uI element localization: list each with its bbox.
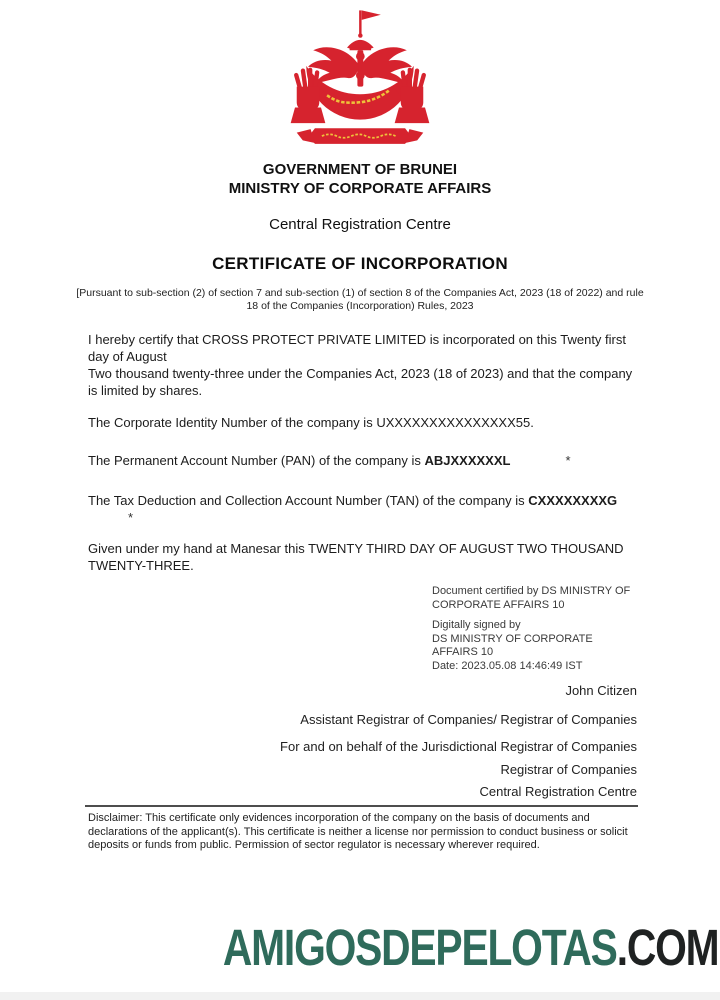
- certified-by-line-2: CORPORATE AFFAIRS 10: [432, 598, 565, 611]
- ministry-line: MINISTRY OF CORPORATE AFFAIRS: [228, 180, 492, 197]
- registrar-block: [157, 683, 637, 799]
- certify-paragraph: [88, 331, 640, 399]
- cin-label: The Corporate Identity Number of the company is: [88, 415, 377, 430]
- brunei-crest-icon: [282, 8, 438, 148]
- pan-value: ABJXXXXXXL: [424, 453, 511, 468]
- digitally-signed-line-3: AFFAIRS 10: [432, 646, 494, 658]
- given-under-line: Given under my hand at Manesar this TWENTY THIRD DAY OF AUGUST TWO THOUSAND TWENTY-THREE.: [88, 541, 624, 573]
- watermark-tld: .COM: [616, 919, 718, 976]
- certificate-title: CERTIFICATE OF INCORPORATION: [212, 254, 508, 273]
- registrar-title-2: For and on behalf of the Jurisdictional Registrar of Companies: [280, 739, 637, 754]
- tan-asterisk: *: [128, 510, 134, 525]
- registrar-title-3: Registrar of Companies: [500, 762, 637, 777]
- pan-line: [88, 452, 640, 469]
- pan-asterisk: *: [565, 453, 571, 468]
- registrar-name: John Citizen: [565, 683, 637, 698]
- certify-line-1: I hereby certify that CROSS PROTECT PRIVATE LIMITED is incorporated on this Twenty first day of August: [88, 332, 626, 364]
- government-line: GOVERNMENT OF BRUNEI: [262, 161, 458, 178]
- registration-centre: Central Registration Centre: [269, 216, 451, 233]
- cin-value: UXXXXXXXXXXXXXXX55.: [376, 415, 534, 430]
- digitally-signed-line-1: Digitally signed by: [432, 619, 521, 631]
- tan-label: The Tax Deduction and Collection Account Number (TAN) of the company is: [88, 493, 529, 508]
- site-watermark: [222, 918, 718, 977]
- tan-value: CXXXXXXXXG: [528, 493, 618, 508]
- signature-date: Date: 2023.05.08 14:46:49 IST: [432, 659, 583, 672]
- certify-line-2: Two thousand twenty-three under the Companies Act, 2023 (18 of 2023) and that the company is limited by shares.: [88, 366, 633, 398]
- registrar-title-4: Central Registration Centre: [479, 784, 637, 799]
- certified-by-group: [432, 585, 672, 612]
- divider-line: [85, 805, 638, 807]
- pursuant-clause: [Pursuant to sub-section (2) of section 7 and sub-section (1) of section 8 of the Companies Act, 2023 (18 of 2022) and rule 18 of the Companies (Incorporation) Rules, 2023: [76, 287, 644, 312]
- government-header: [0, 160, 720, 198]
- watermark-site-name: AMIGOSDEPELOTAS: [222, 919, 617, 976]
- scan-edge-strip: [0, 992, 720, 1000]
- certified-by-line-1: Document certified by DS MINISTRY OF: [432, 585, 631, 597]
- disclaimer-text: Disclaimer: This certificate only evidences incorporation of the company on the basis of documents and declarations of the applicant(s). This certificate is neither a license nor permission to conduct business or solicit deposits or funds from public. Permission of sector regulator is necessary wherever required.: [88, 812, 628, 851]
- cin-line: [88, 414, 640, 431]
- registrar-title-1: Assistant Registrar of Companies/ Registrar of Companies: [300, 712, 637, 727]
- digitally-signed-line-2: DS MINISTRY OF CORPORATE: [432, 632, 593, 645]
- tan-line: [88, 492, 640, 526]
- pan-label: The Permanent Account Number (PAN) of the company is: [88, 453, 425, 468]
- digital-signature-block: [432, 585, 672, 680]
- digitally-signed-group: [432, 619, 672, 673]
